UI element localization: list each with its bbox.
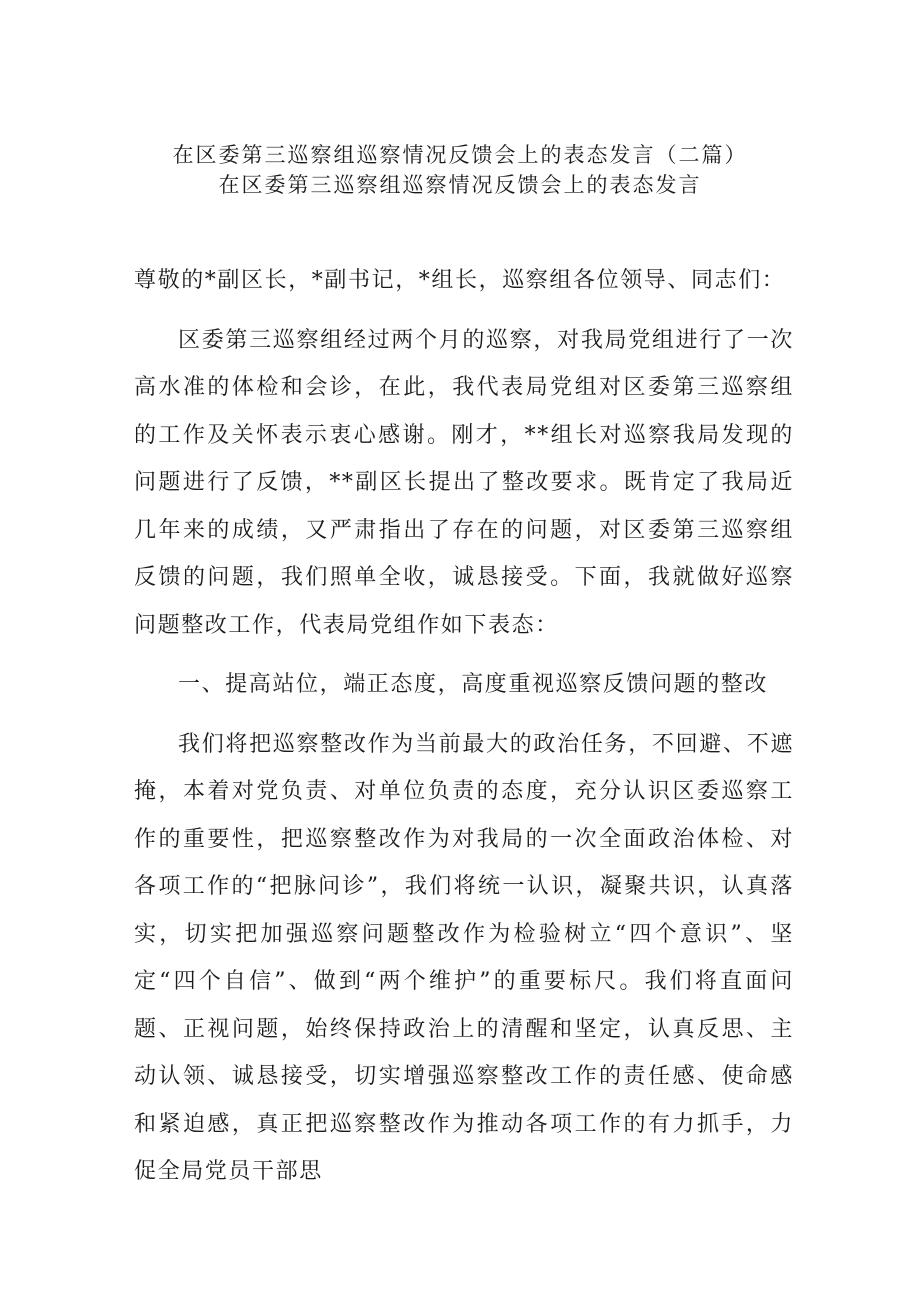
document-title: 在区委第三巡察组巡察情况反馈会上的表态发言（二篇） (172, 143, 748, 167)
document-subtitle: 在区委第三巡察组巡察情况反馈会上的表态发言 (218, 173, 702, 197)
document-title-block (0, 140, 920, 200)
intro-paragraph: 区委第三巡察组经过两个月的巡察，对我局党组进行了一次高水准的体检和会诊，在此，我代表局党组对区委第三巡察组的工作及关怀表示衷心感谢。刚才，**组长对巡察我局发现的问题进行了反馈，**副区长提出了整改要求。既肯定了我局近几年来的成绩，又严肃指出了存在的问题，对区委第三巡察组反馈的问题，我们照单全收，诚恳接受。下面，我就做好巡察问题整改工作，代表局党组作如下表态： (134, 327, 794, 638)
section-heading: 一、提高站位，端正态度，高度重视巡察反馈问题的整改 (178, 672, 769, 697)
section-paragraph: 我们将把巡察整改作为当前最大的政治任务，不回避、不遮掩，本着对党负责、对单位负责的态度，充分认识区委巡察工作的重要性，把巡察整改作为对我局的一次全面政治体检、对各项工作的“把脉问诊”，我们将统一认识，凝聚共识，认真落实，切实把加强巡察问题整改作为检验树立“四个意识”、坚定“四个自信”、做到“两个维护”的重要标尺。我们将直面问题、正视问题，始终保持政治上的清醒和坚定，认真反思、主动认领、诚恳接受，切实增强巡察整改工作的责任感、使命感和紧迫感，真正把巡察整改作为推动各项工作的有力抓手，力促全局党员干部思 (134, 731, 794, 1184)
salutation: 尊敬的*副区长，*副书记，*组长，巡察组各位领导、同志们： (134, 268, 786, 293)
document-body (134, 257, 794, 1208)
